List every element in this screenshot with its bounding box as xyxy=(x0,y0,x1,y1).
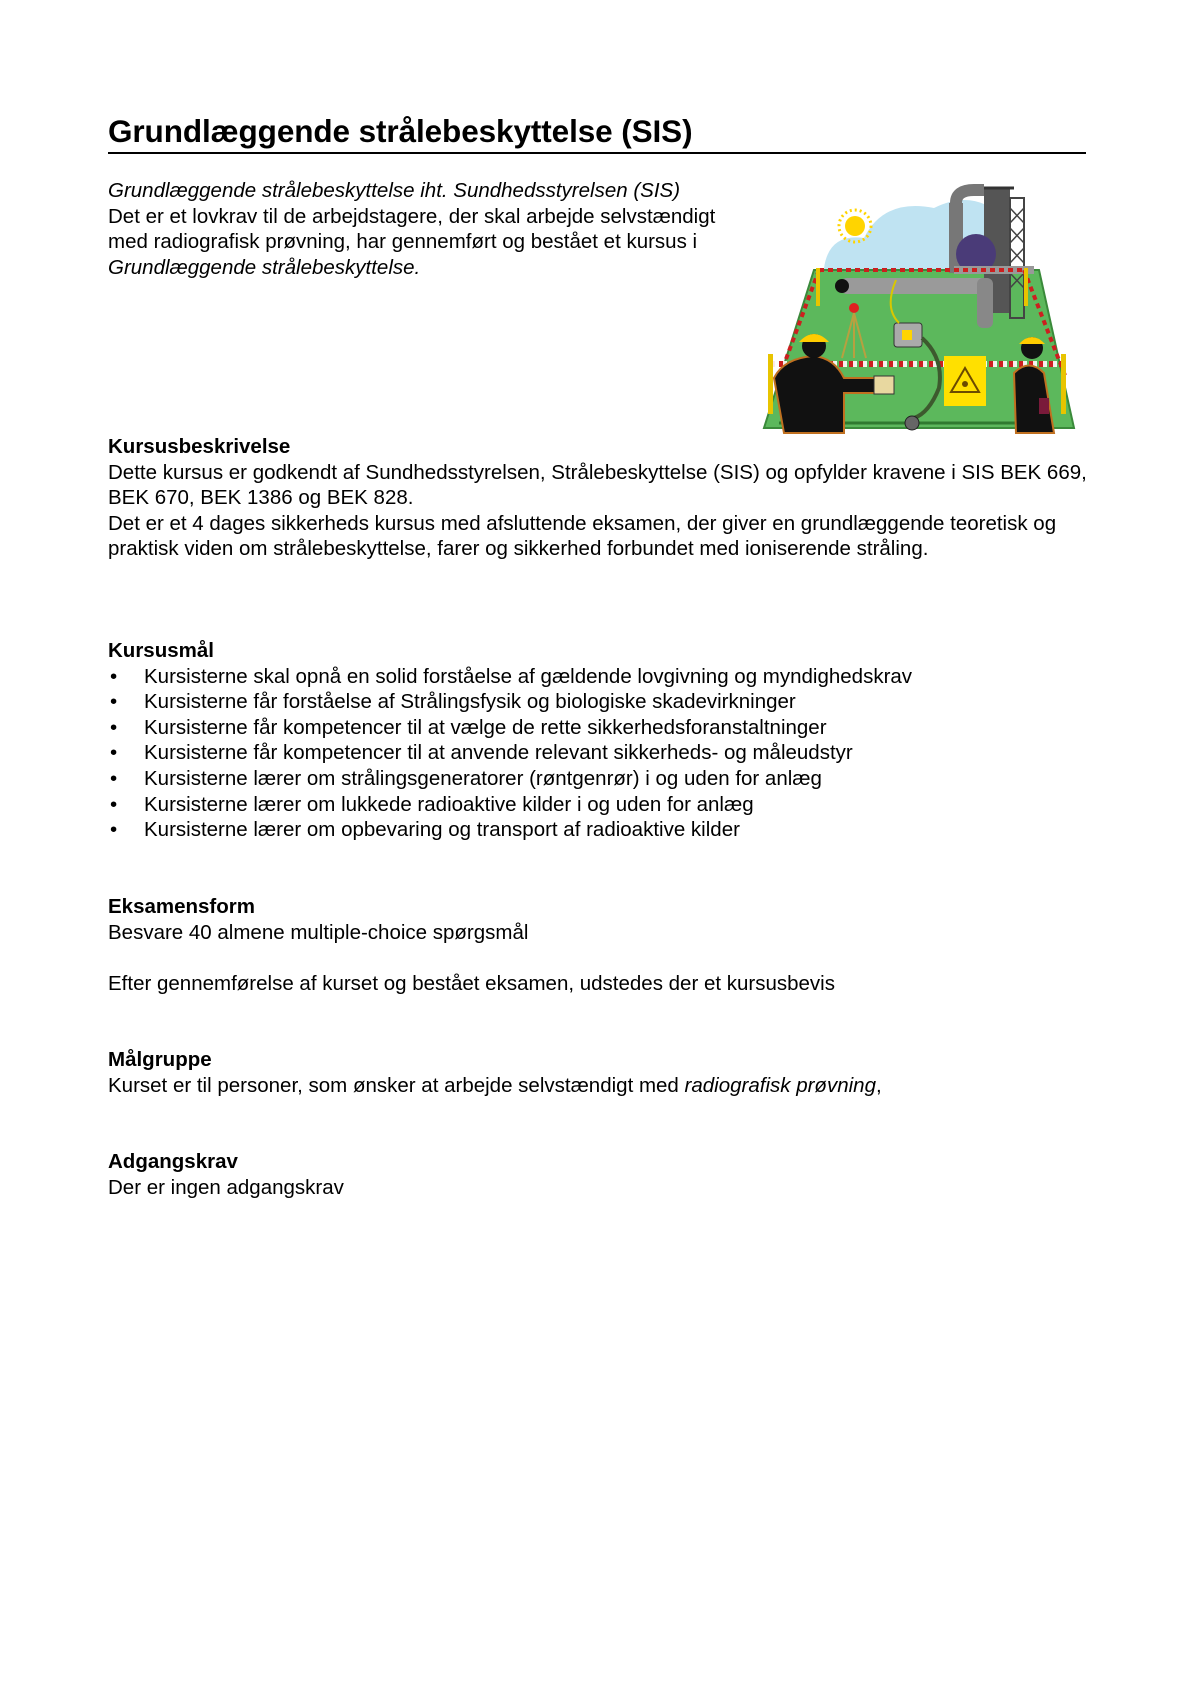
bullet-icon: • xyxy=(110,818,118,842)
intro-section xyxy=(108,178,748,280)
kursusmaal-section xyxy=(108,638,1088,843)
page-title: Grundlæggende strålebeskyttelse (SIS) xyxy=(108,111,1086,154)
goals-list xyxy=(108,664,1088,843)
radiography-worksite-illustration-icon xyxy=(744,178,1076,444)
list-item-text: Kursisterne lærer om strålingsgeneratorer (røntgenrør) i og uden for anlæg xyxy=(144,766,822,790)
section-heading: Adgangskrav xyxy=(108,1150,238,1173)
collimator-icon xyxy=(905,416,919,430)
list-item xyxy=(108,792,1088,818)
list-item xyxy=(108,817,1088,843)
list-item-text: Kursisterne får forståelse af Strålingsfysik og biologiske skadevirkninger xyxy=(144,690,796,714)
section-paragraph: Besvare 40 almene multiple-choice spørgsmål xyxy=(108,920,529,944)
paragraph-emphasis: radiografisk prøvning xyxy=(684,1073,876,1097)
intro-subtitle-text: Grundlæggende strålebeskyttelse iht. Sundhedsstyrelsen (SIS) xyxy=(108,179,681,202)
maalgruppe-section xyxy=(108,1047,1088,1098)
section-paragraph: Efter gennemførelse af kurset og bestået eksamen, udstedes der et kursusbevis xyxy=(108,971,835,995)
bullet-icon: • xyxy=(110,690,118,714)
list-item xyxy=(108,766,1088,792)
intro-body-text: Det er et lovkrav til de arbejdstagere, der skal arbejde selvstændigt med radiografisk prøvning, har gennemført og bestået et kursus i xyxy=(108,204,716,254)
section-heading: Målgruppe xyxy=(108,1048,212,1071)
list-item xyxy=(108,715,1088,741)
section-paragraph: Der er ingen adgangskrav xyxy=(108,1175,344,1199)
section-heading: Kursusmål xyxy=(108,639,214,662)
intro-subtitle xyxy=(108,178,748,204)
paragraph-punctuation: , xyxy=(875,1073,882,1097)
section-heading: Eksamensform xyxy=(108,895,255,918)
section-paragraph: Det er et 4 dages sikkerheds kursus med afsluttende eksamen, der giver en grundlæggende teoretisk og praktisk viden om strålebeskyttelse, farer og sikkerhed forbundet med ioniserende stråling. xyxy=(108,511,1057,561)
list-item-text: Kursisterne skal opnå en solid forståelse af gældende lovgivning og myndighedskrav xyxy=(144,664,913,688)
list-item xyxy=(108,740,1088,766)
section-paragraph: Dette kursus er godkendt af Sundhedsstyrelsen, Strålebeskyttelse (SIS) og opfylder kravene i SIS BEK 669, BEK 670, BEK 1386 og BEK 828. xyxy=(108,460,1087,510)
list-item-text: Kursisterne får kompetencer til at vælge de rette sikkerhedsforanstaltninger xyxy=(144,715,827,739)
radiation-warning-sign-icon xyxy=(944,356,986,406)
bullet-icon: • xyxy=(110,664,118,688)
adgangskrav-section xyxy=(108,1149,1088,1200)
paragraph-text: Kurset er til personer, som ønsker at arbejde selvstændigt med xyxy=(108,1073,685,1097)
list-item xyxy=(108,664,1088,690)
bullet-icon: • xyxy=(110,766,118,790)
list-item-text: Kursisterne lærer om lukkede radioaktive kilder i og uden for anlæg xyxy=(144,792,754,816)
intro-body xyxy=(108,204,748,281)
list-item-text: Kursisterne får kompetencer til at anvende relevant sikkerheds- og måleudstyr xyxy=(144,741,853,765)
bullet-icon: • xyxy=(110,715,118,739)
list-item-text: Kursisterne lærer om opbevaring og transport af radioaktive kilder xyxy=(144,818,740,842)
list-item xyxy=(108,689,1088,715)
bullet-icon: • xyxy=(110,741,118,765)
bullet-icon: • xyxy=(110,792,118,816)
section-heading: Kursusbeskrivelse xyxy=(108,435,291,458)
intro-body-emphasis: Grundlæggende strålebeskyttelse. xyxy=(108,255,421,279)
kursusbeskrivelse-section xyxy=(108,434,1088,562)
eksamensform-section xyxy=(108,894,1088,996)
section-paragraph xyxy=(108,1073,1088,1099)
